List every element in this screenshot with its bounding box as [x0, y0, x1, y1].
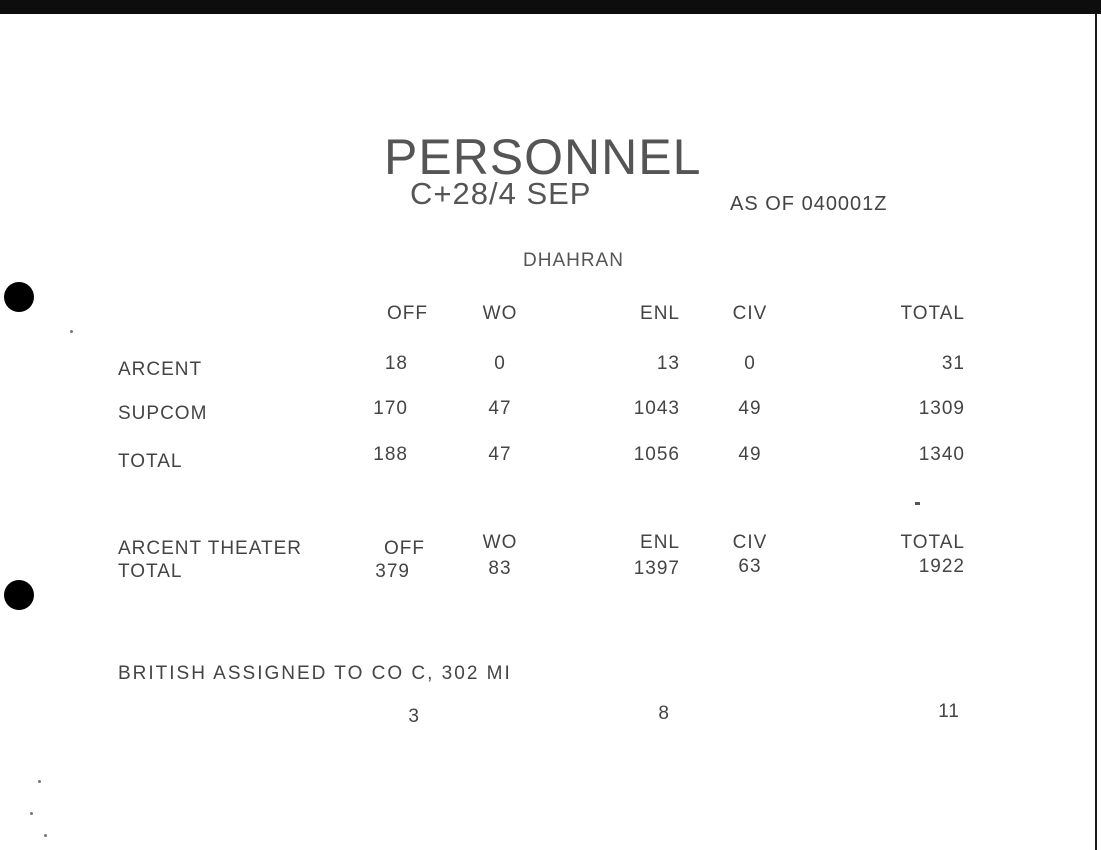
page-subtitle: C+28/4 SEP: [410, 176, 592, 211]
theater-total-label: TOTAL: [118, 561, 183, 582]
theater-val-civ: 63: [738, 556, 762, 577]
col-header-wo: WO: [482, 303, 518, 324]
theater-col-wo: WO: [482, 532, 518, 553]
col-header-civ: CIV: [732, 303, 768, 324]
theater-col-total: TOTAL: [900, 532, 965, 553]
cell-supcom-total: 1309: [918, 398, 965, 419]
scan-speck: [70, 330, 73, 333]
theater-val-total: 1922: [918, 556, 965, 577]
scan-top-border: [0, 0, 1101, 14]
cell-supcom-enl: 1043: [633, 398, 680, 419]
section-heading: DHAHRAN: [523, 250, 624, 271]
cell-supcom-civ: 49: [738, 398, 762, 419]
cell-total-total: 1340: [918, 444, 965, 465]
cell-total-civ: 49: [738, 444, 762, 465]
as-of-timestamp: AS OF 040001Z: [730, 193, 888, 215]
cell-total-wo: 47: [488, 444, 512, 465]
british-assigned-label: BRITISH ASSIGNED TO CO C, 302 MI: [118, 663, 512, 684]
cell-supcom-wo: 47: [488, 398, 512, 419]
cell-arcent-total: 31: [941, 353, 965, 374]
cell-supcom-off: 170: [373, 398, 408, 419]
british-val-enl: 8: [658, 703, 670, 724]
cell-arcent-civ: 0: [744, 353, 756, 374]
page-title: PERSONNEL: [384, 129, 702, 185]
scan-speck: [30, 812, 33, 815]
col-header-off: OFF: [387, 303, 428, 324]
theater-val-enl: 1397: [633, 558, 680, 579]
row-label-arcent: ARCENT: [118, 359, 203, 380]
row-label-total: TOTAL: [118, 451, 183, 472]
british-val-off: 3: [408, 706, 420, 727]
cell-arcent-wo: 0: [494, 353, 506, 374]
scan-speck: [44, 834, 47, 837]
punch-hole-top: [4, 282, 34, 312]
cell-total-enl: 1056: [633, 444, 680, 465]
punch-hole-bottom: [4, 580, 34, 610]
row-label-supcom: SUPCOM: [118, 403, 208, 424]
theater-col-off: OFF: [384, 538, 425, 559]
theater-col-civ: CIV: [732, 532, 768, 553]
scan-right-edge: [1095, 14, 1097, 850]
theater-val-wo: 83: [488, 558, 512, 579]
theater-val-off: 379: [375, 561, 410, 582]
theater-col-enl: ENL: [640, 532, 680, 553]
cell-arcent-off: 18: [384, 353, 408, 374]
scan-mark: [915, 502, 920, 505]
cell-total-off: 188: [373, 444, 408, 465]
col-header-total: TOTAL: [900, 303, 965, 324]
scan-speck: [38, 780, 41, 783]
british-val-total: 11: [938, 701, 960, 722]
theater-label: ARCENT THEATER: [118, 538, 302, 559]
cell-arcent-enl: 13: [656, 353, 680, 374]
col-header-enl: ENL: [640, 303, 680, 324]
